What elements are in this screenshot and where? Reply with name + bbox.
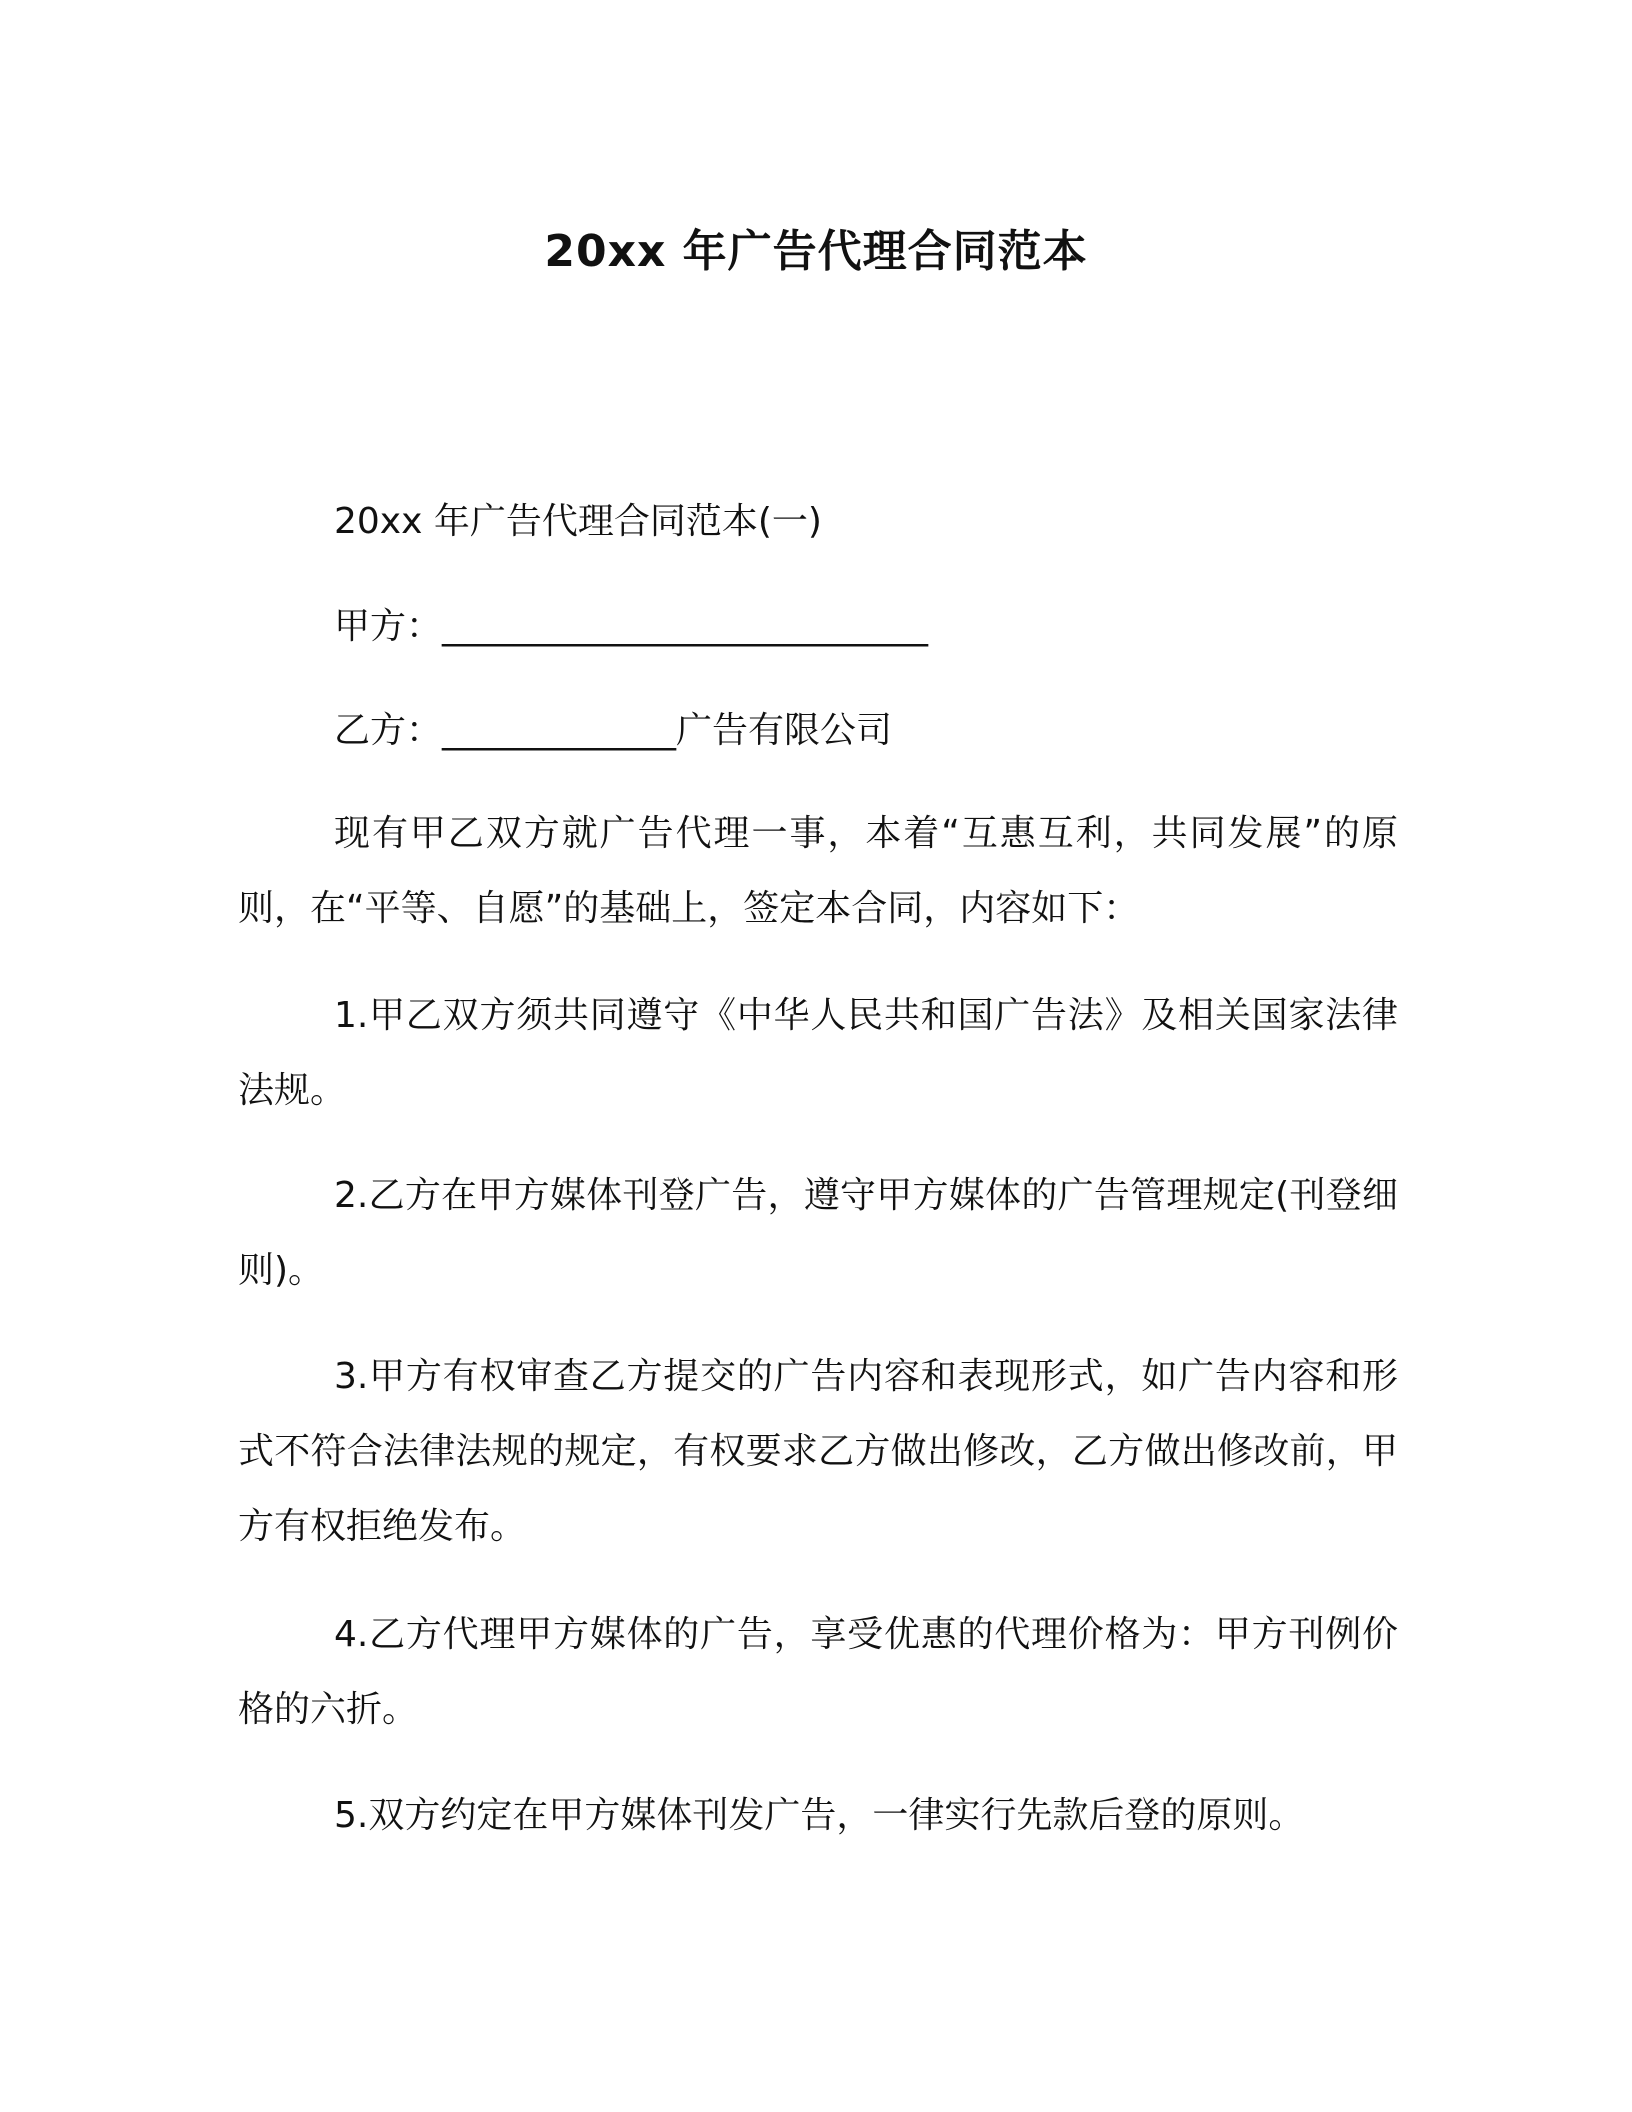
document-title: 20xx 年广告代理合同范本 bbox=[544, 226, 1088, 277]
clause-3: 3.甲方有权审查乙方提交的广告内容和表现形式，如广告内容和形式不符合法律法规的规定，有权要求乙方做出修改，乙方做出修改前，甲方有权拒绝发布。 bbox=[238, 1356, 1398, 1547]
clause-1: 1.甲乙双方须共同遵守《中华人民共和国广告法》及相关国家法律法规。 bbox=[238, 995, 1398, 1111]
contract-subtitle: 20xx 年广告代理合同范本(一) bbox=[334, 501, 822, 542]
clause-5: 5.双方约定在甲方媒体刊发广告，一律实行先款后登的原则。 bbox=[334, 1795, 1305, 1836]
clause-2: 2.乙方在甲方媒体刊登广告，遵守甲方媒体的广告管理规定(刊登细则)。 bbox=[238, 1175, 1398, 1291]
party-a-line: 甲方：___________________________ bbox=[334, 606, 929, 647]
clause-4: 4.乙方代理甲方媒体的广告，享受优惠的代理价格为：甲方刊例价格的六折。 bbox=[238, 1614, 1398, 1730]
intro-paragraph: 现有甲乙双方就广告代理一事，本着“互惠互利，共同发展”的原则，在“平等、自愿”的基础上，签定本合同，内容如下： bbox=[238, 813, 1398, 929]
party-b-line: 乙方：_____________广告有限公司 bbox=[334, 710, 893, 751]
